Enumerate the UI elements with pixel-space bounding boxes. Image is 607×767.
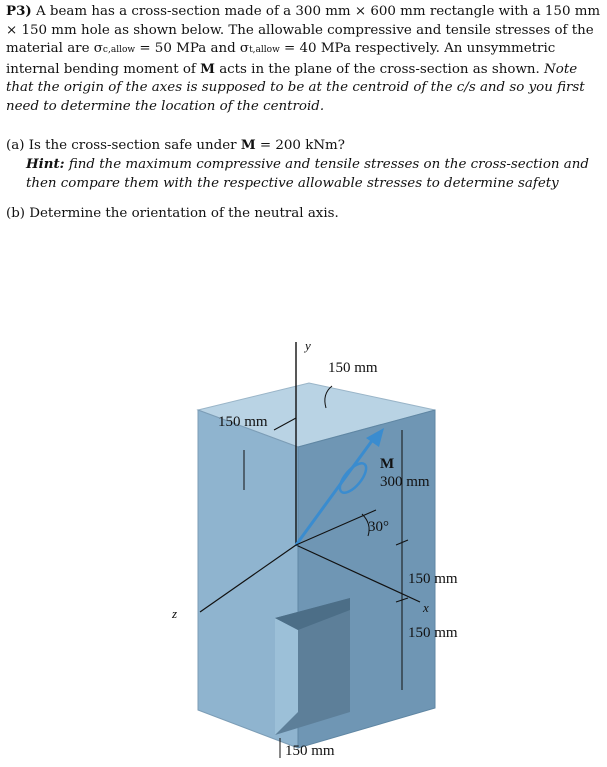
axis-y-label: y xyxy=(305,338,311,353)
axis-z-label: z xyxy=(172,606,178,621)
moment-label: M xyxy=(380,456,395,472)
part-a-prefix: (a) Is the cross-section safe under xyxy=(6,137,241,153)
note-text: Note that the origin of the axes is supposed to be at the centroid of the c/s and so you first need to determine the location of the centroid. xyxy=(6,61,585,114)
hint-text: find the maximum compressive and tensile stresses on the cross-section and then compare them with the respective allowable stresses to determine safety xyxy=(26,157,589,191)
dim-top-label: 150 mm xyxy=(328,360,378,376)
intro-text-2: acts in the plane of the cross-section as shown. xyxy=(214,61,545,77)
eq-c: = 50 MPa and xyxy=(135,41,240,57)
axis-x-label: x xyxy=(423,600,429,615)
problem-text xyxy=(6,2,602,224)
eq-t: = 40 MPa respectively. An unsymmetric internal bending moment of xyxy=(6,41,556,77)
part-a-suffix: = 200 kNm? xyxy=(255,137,345,153)
sigma-t-subscript: t,allow xyxy=(249,45,280,56)
part-a-moment-symbol: M xyxy=(240,136,256,153)
part-a xyxy=(6,136,602,156)
angle-label: 30° xyxy=(368,519,389,535)
moment-symbol: M xyxy=(200,60,215,77)
part-b: (b) Determine the orientation of the neutral axis. xyxy=(6,206,339,222)
dim-300-label: 300 mm xyxy=(380,474,430,490)
intro-text-1: A beam has a cross-section made of a 300 mm × 600 mm rectangle with a 150 mm × 150 mm hole as shown below. The allowable compressive and tensile stresses of the material are xyxy=(6,4,601,57)
problem-number: P3) xyxy=(6,3,32,19)
dim-150-upper-label: 150 mm xyxy=(408,571,458,587)
problem-statement xyxy=(6,2,602,117)
hint-label: Hint: xyxy=(26,156,65,173)
beam-figure xyxy=(0,300,607,767)
sigma-c: σ xyxy=(93,41,103,57)
dim-left-label: 150 mm xyxy=(218,414,268,430)
dim-bottom-label: 150 mm xyxy=(285,743,335,759)
sigma-c-subscript: c,allow xyxy=(102,45,136,56)
part-a-hint xyxy=(6,155,602,193)
dim-150-lower-label: 150 mm xyxy=(408,625,458,641)
sigma-t: σ xyxy=(239,41,250,57)
